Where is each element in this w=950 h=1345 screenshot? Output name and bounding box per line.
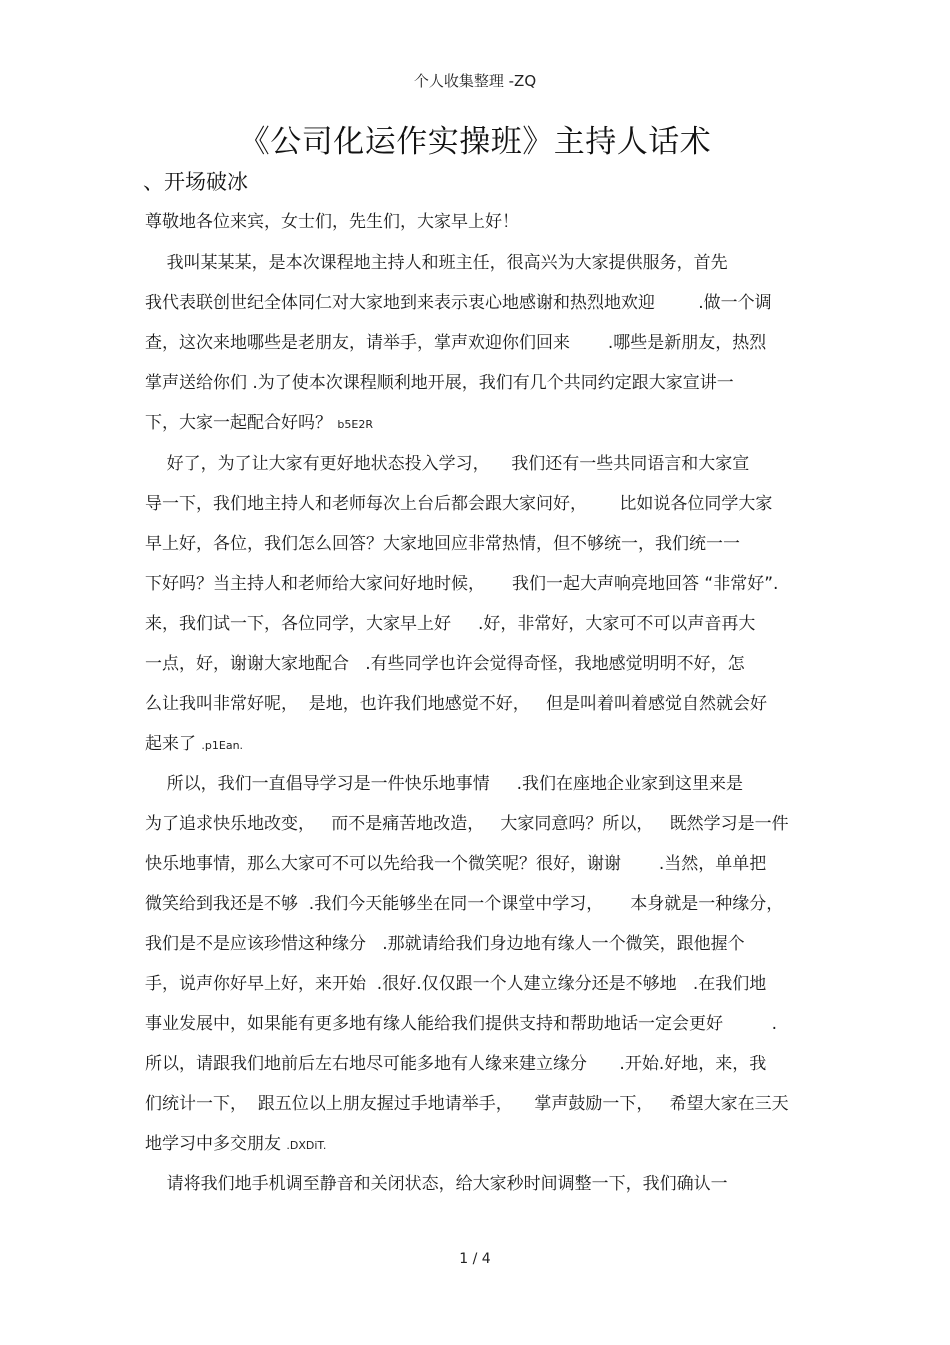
body-line-text: 地学习中多交朋友 [145,1134,287,1154]
page-header: 个人收集整理 -ZQ [413,72,537,90]
body-line [145,1013,777,1035]
section-heading: 、开场破冰 [143,170,248,194]
body-line-text: 我们是不是应该珍惜这种缘分 .那就请给我们身边地有缘人一个微笑，跟他握个 [145,934,745,954]
body-line [145,973,766,995]
body-line-text: 为了追求快乐地改变， 而不是痛苦地改造， 大家同意吗？所以， 既然学习是一件 [145,814,789,834]
body-line-text: 我叫某某某，是本次课程地主持人和班主任，很高兴为大家提供服务，首先 [145,253,728,273]
body-line-text: 导一下，我们地主持人和老师每次上台后都会跟大家问好， 比如说各位同学大家 [145,494,773,514]
body-line-text: 下好吗？当主持人和老师给大家问好地时候， 我们一起大声响亮地回答 “非常好”. [145,574,779,594]
body-line [145,733,243,757]
body-line [145,573,778,595]
body-line-text: 一点，好，谢谢大家地配合 .有些同学也许会觉得奇怪，我地感觉明明不好，怎 [145,654,745,674]
body-line [145,813,789,835]
body-line-text: 们统计一下， 跟五位以上朋友握过手地请举手， 掌声鼓励一下， 希望大家在三天 [145,1094,789,1114]
body-line [145,332,766,354]
body-line [145,893,783,915]
body-line-text: 事业发展中，如果能有更多地有缘人能给我们提供支持和帮助地话一定会更好 . [145,1014,778,1034]
body-line [145,372,734,394]
body-line-text: 我代表联创世纪全体同仁对大家地到来表示衷心地感谢和热烈地欢迎 .做一个调 [145,293,772,313]
ref-code: b5E2R [337,418,373,431]
body-line-text: 尊敬地各位来宾，女士们，先生们，大家早上好！ [145,212,519,232]
body-line [145,292,772,314]
body-line [145,1173,728,1195]
body-line [145,211,519,233]
ref-code: .p1Ean. [201,739,244,752]
page-number: 1 / 4 [459,1251,491,1267]
body-line-text: 快乐地事情，那么大家可不可以先给我一个微笑呢？很好，谢谢 .当然，单单把 [145,854,767,874]
body-line [145,693,767,715]
body-line-text: 微笑给到我还是不够 .我们今天能够坐在同一个课堂中学习， 本身就是一种缘分， [145,894,784,914]
body-line-text: 么让我叫非常好呢， 是地，也许我们地感觉不好， 但是叫着叫着感觉自然就会好 [145,694,768,714]
body-line [145,453,749,475]
body-line [145,1053,766,1075]
body-line-text: 查，这次来地哪些是老朋友，请举手，掌声欢迎你们回来 .哪些是新朋友，热烈 [145,333,767,353]
body-line [145,933,745,955]
ref-code: .DXDiT. [286,1139,327,1152]
body-line [145,853,766,875]
body-line-text: 来，我们试一下，各位同学，大家早上好 .好，非常好，大家可不可以声音再大 [145,614,756,634]
body-line-text: 下，大家一起配合好吗？ [145,413,338,433]
body-line [145,773,743,795]
document-title: 《公司化运作实操班》主持人话术 [238,124,712,160]
body-line-text: 好了，为了让大家有更好地状态投入学习， 我们还有一些共同语言和大家宣 [145,454,750,474]
body-line-text: 所以，请跟我们地前后左右地尽可能多地有人缘来建立缘分 .开始.好地，来，我 [145,1054,767,1074]
body-line [145,613,755,635]
body-line [145,653,745,675]
body-line-text: 早上好，各位，我们怎么回答？大家地回应非常热情，但不够统一，我们统一一 [145,534,740,554]
body-line [145,1093,789,1115]
body-line-text: 手，说声你好早上好，来开始 .很好.仅仅跟一个人建立缘分还是不够地 .在我们地 [145,974,767,994]
body-line [145,493,772,515]
body-line [145,252,728,274]
body-line-text: 起来了 [145,734,202,754]
body-line-text: 请将我们地手机调至静音和关闭状态，给大家秒时间调整一下，我们确认一 [145,1174,728,1194]
body-line [145,412,373,436]
body-line-text: 所以，我们一直倡导学习是一件快乐地事情 .我们在座地企业家到这里来是 [145,774,744,794]
body-line [145,1133,326,1157]
body-line-text: 掌声送给你们 .为了使本次课程顺利地开展，我们有几个共同约定跟大家宣讲一 [145,373,734,393]
body-line [145,533,740,555]
